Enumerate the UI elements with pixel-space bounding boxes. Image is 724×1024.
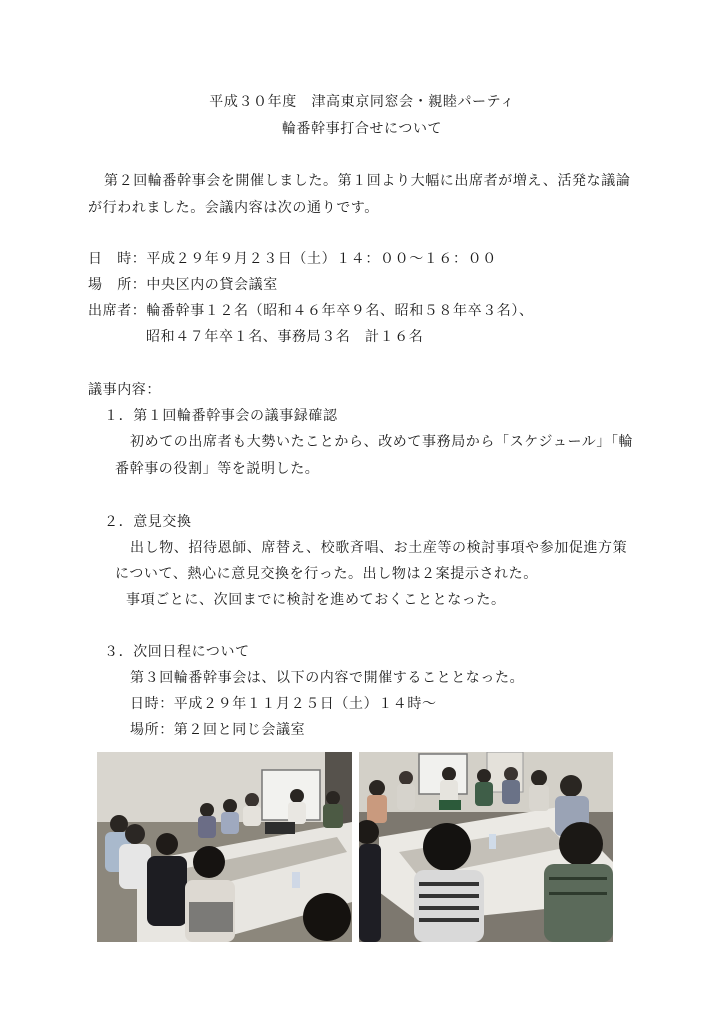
meeting-photo-left-image (97, 752, 352, 942)
agenda-item-1-line-2: 番幹事の役割」等を説明した。 (115, 461, 320, 477)
agenda-item-3-line-1: 第３回輪番幹事会は、以下の内容で開催することとなった。 (130, 670, 525, 686)
datetime-value: 平成２９年９月２３日（土）１４：００〜１６：００ (146, 251, 497, 267)
intro-line-1: 第２回輪番幹事会を開催しました。第１回より大幅に出席者が増え、活発な議論 (104, 173, 631, 189)
attendees-value-continued: 昭和４７年卒１名、事務局３名 計１６名 (146, 329, 424, 345)
agenda-item-2-line-3: 事項ごとに、次回までに検討を進めておくこととなった。 (126, 592, 506, 608)
datetime-label: 日 時： (88, 251, 147, 267)
agenda-item-3-line-2: 日時：平成２９年１１月２５日（土）１４時〜 (130, 696, 437, 712)
agenda-item-2-line-2: について、熱心に意見交換を行った。出し物は２案提示された。 (115, 566, 538, 582)
place-label: 場 所： (88, 277, 147, 293)
agenda-item-3-title: ３．次回日程について (104, 644, 250, 660)
agenda-item-1-line-1: 初めての出席者も大勢いたことから、改めて事務局から「スケジュール」「輪 (130, 434, 634, 450)
agenda-item-2-title: ２．意見交換 (104, 514, 192, 530)
datetime-row (88, 250, 497, 268)
intro-line-2: が行われました。会議内容は次の通りです。 (88, 200, 379, 216)
agenda-heading: 議事内容： (88, 382, 161, 398)
attendees-label: 出席者： (88, 303, 147, 319)
agenda-item-2-line-1: 出し物、招待恩師、席替え、校歌斉唱、お土産等の検討事項や参加促進方策 (130, 540, 628, 556)
meeting-photo-right (359, 752, 613, 942)
agenda-item-1-title: １．第１回輪番幹事会の議事録確認 (104, 408, 338, 424)
document-title: 平成３０年度 津高東京同窓会・親睦パーティ (209, 94, 515, 110)
meeting-photo-right-image (359, 752, 613, 942)
place-value: 中央区内の貸会議室 (146, 277, 278, 293)
document-subtitle: 輪番幹事打合せについて (281, 121, 443, 137)
attendees-value: 輪番幹事１２名（昭和４６年卒９名、昭和５８年卒３名）、 (146, 303, 534, 319)
place-row (88, 276, 278, 294)
attendees-row (88, 302, 534, 320)
agenda-item-3-line-3: 場所：第２回と同じ会議室 (130, 722, 306, 738)
meeting-photo-left (97, 752, 352, 942)
